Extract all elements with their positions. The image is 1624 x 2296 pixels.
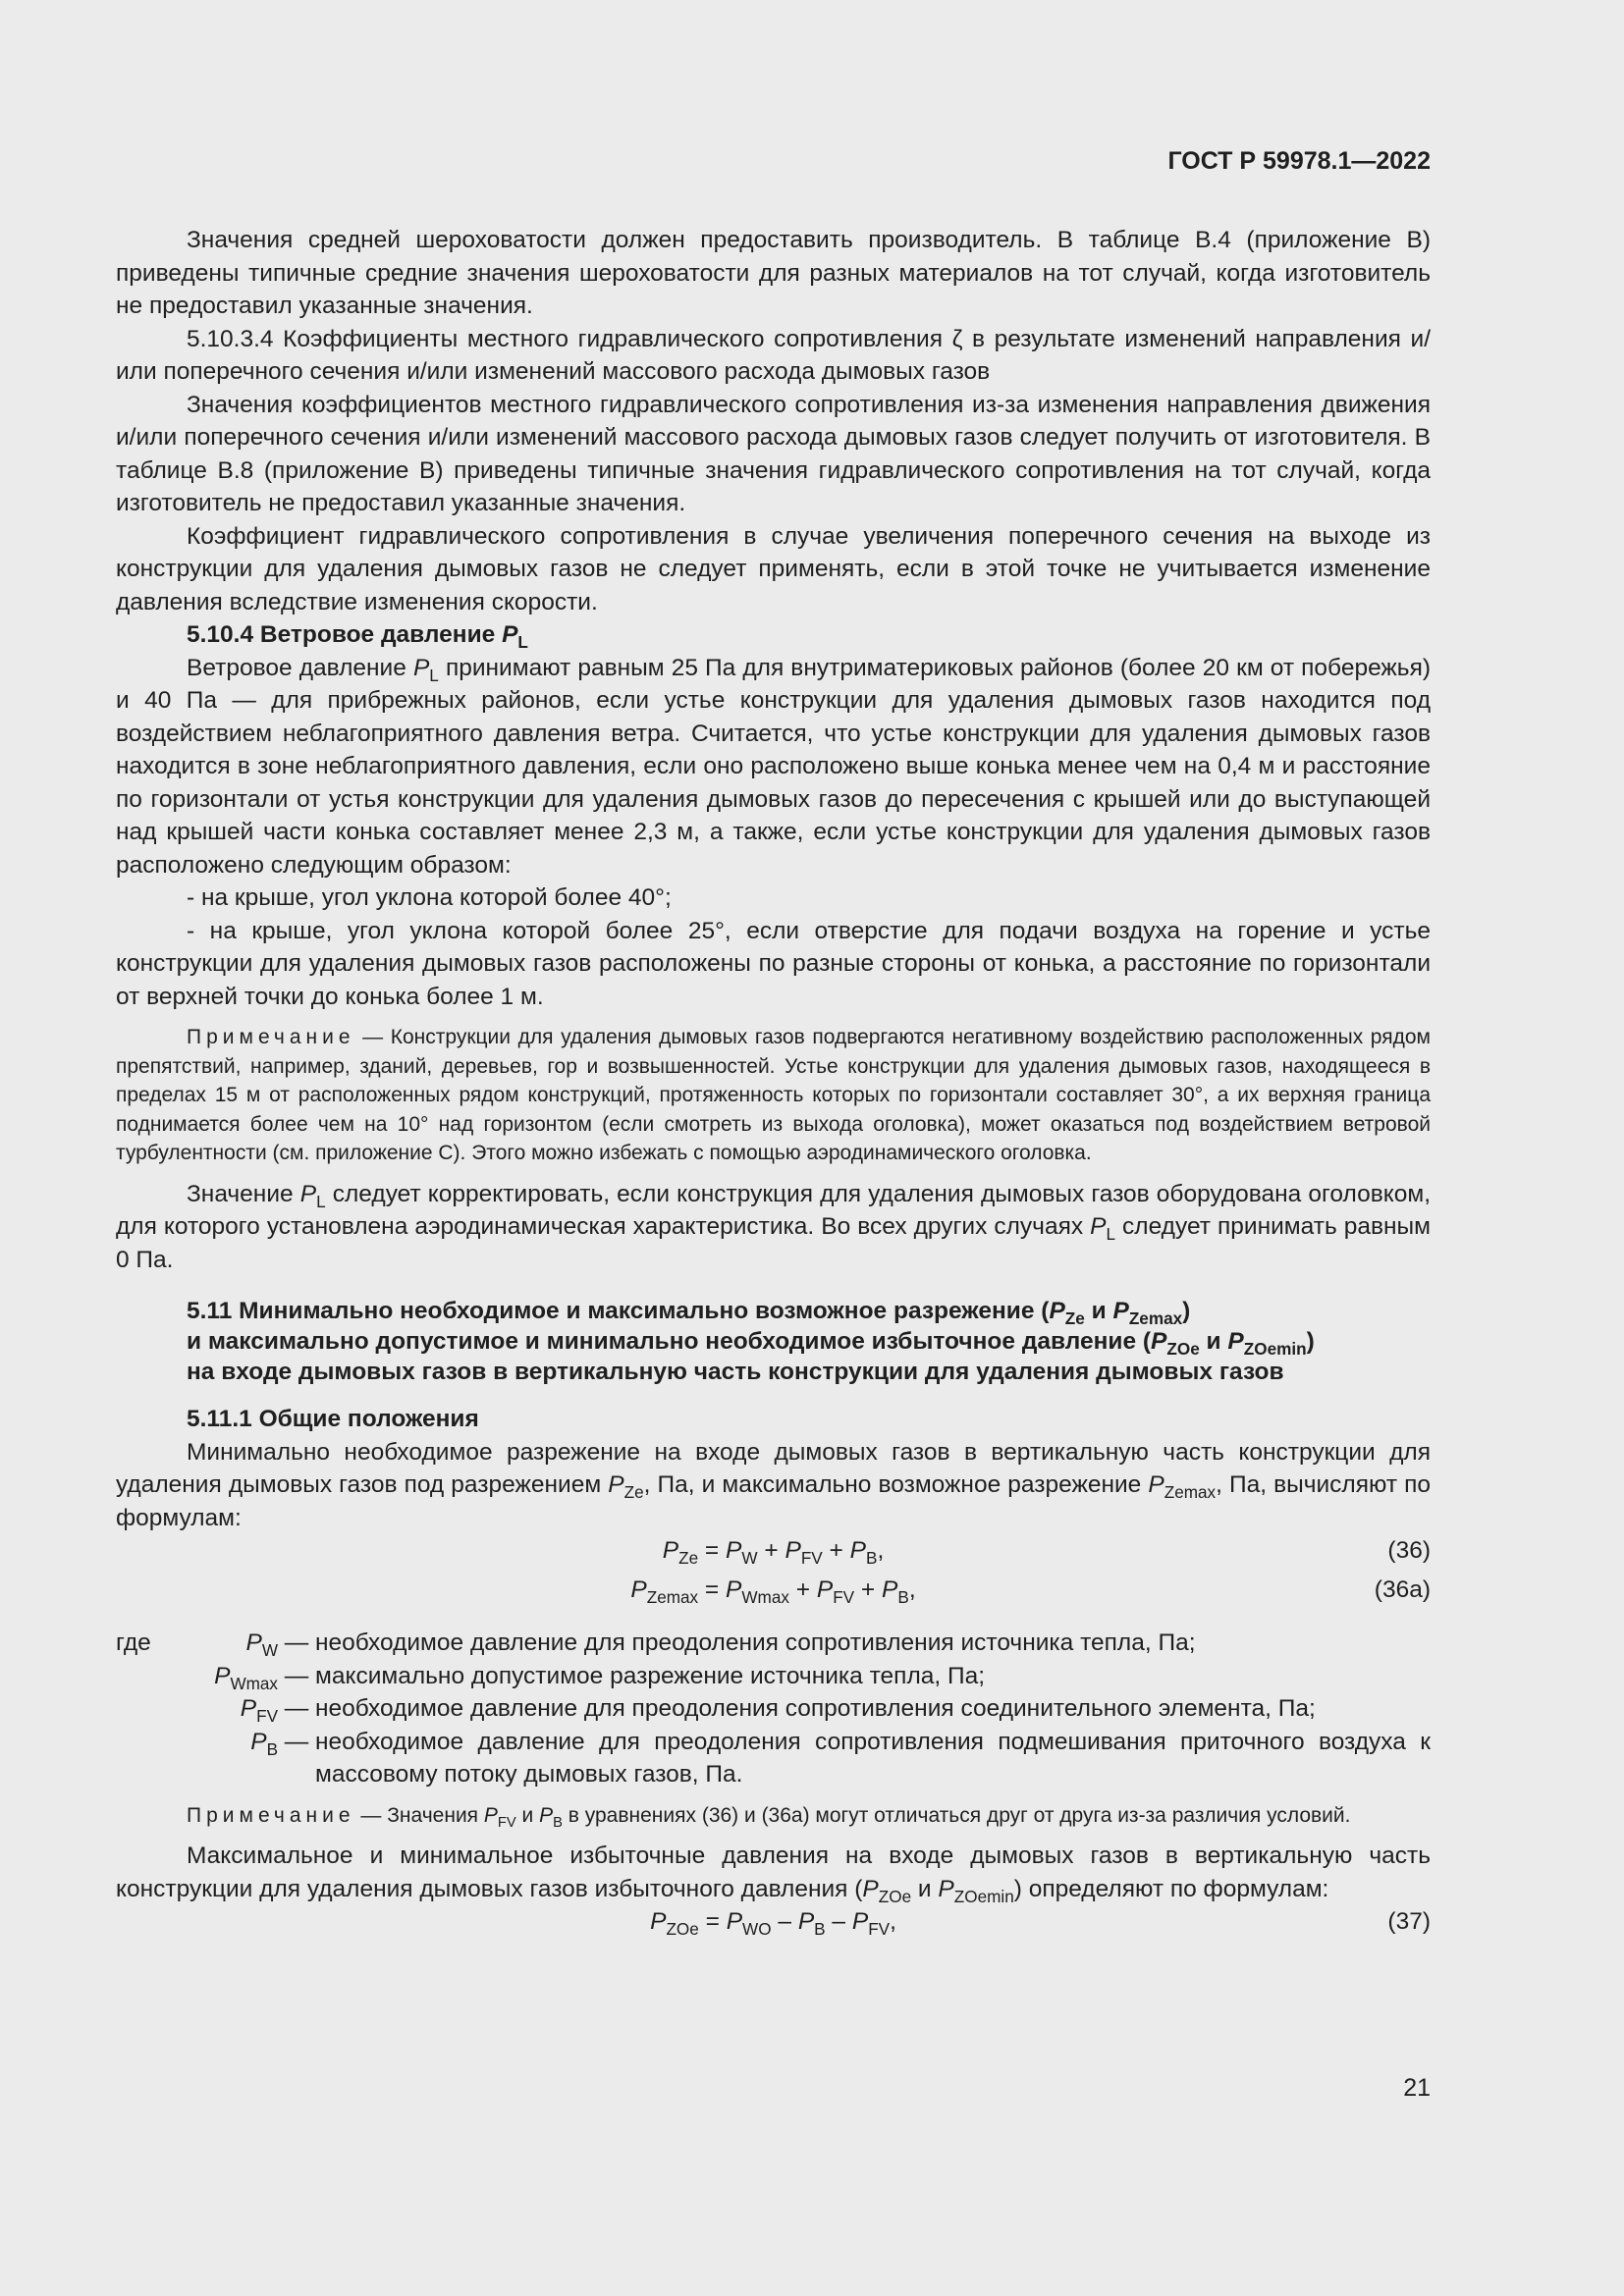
definition-pb: $P_B$ — необходимое давление для преодоления сопротивления подмешивания приточного воздуха к массовому потоку дымовых газов, Па. xyxy=(250,1728,1431,1788)
list-item-roof-40: - на крыше, угол уклона которой более 40°; xyxy=(187,884,672,911)
formula-36a-number: (36а) xyxy=(1374,1576,1431,1603)
note-wind-turbulence: Примечание — Конструкции для удаления дымовых газов подвергаются негативному воздействию расположенных рядом препятствий, например, зданий, деревьев, гор и возвышенностей. Устье конструкции для удаления дымовых газов, находящееся в пределах 15 м от расположенных рядом конструкций, протяженность которых по горизонтали составляет 30°, а их верхняя граница поднимается более чем на 10° над горизонтом (если смотреть из выхода оголовка), может оказаться под воздействием ветровой турбулентности (см. приложение С). Этого можно избежать с помощью аэродинамического оголовка. xyxy=(116,1026,1431,1164)
formula-36a xyxy=(116,1574,1431,1613)
document-header: ГОСТ Р 59978.1—2022 xyxy=(1167,147,1431,175)
formula-36 xyxy=(116,1534,1431,1574)
heading-5-10-4: 5.10.4 Ветровое давление $P_L$ xyxy=(187,621,528,652)
heading-5-11: 5.11 Минимально необходимое и максимально возможное разрежение ($P_{Ze}$ и $P_{Zemax}$) и максимально допустимое и минимально необходимое избыточное давление ($P_{ZOe}$ и $P_{ZOemin}$) на входе дымовых газов в вертикальную часть конструкции для удаления дымовых газов xyxy=(187,1298,1315,1385)
page-number: 21 xyxy=(1403,2074,1431,2102)
paragraph-resistance-values: Значения коэффициентов местного гидравлического сопротивления из-за изменения направления движения и/или поперечного сечения и/или изменений массового расхода дымовых газов следует получить от изготовителя. В таблице В.8 (приложение В) приведены типичные значения гидравлического сопротивления на тот случай, когда изготовитель не предоставил указанные значения. xyxy=(116,391,1431,516)
formula-36-number: (36) xyxy=(1387,1537,1431,1564)
paragraph-min-draught: Минимально необходимое разрежение на входе дымовых газов в вертикальную часть конструкции для удаления дымовых газов под разрежением $P_{Ze}$, Па, и максимально возможное разрежение $P_{Zemax}$, Па, вычисляют по формулам: xyxy=(116,1438,1432,1531)
note-equation-difference: Примечание — Значения $P_{FV}$ и $P_B$ в уравнениях (36) и (36а) могут отличаться друг от друга из-за различия условий. xyxy=(187,1803,1351,1831)
formula-37 xyxy=(116,1905,1431,1945)
formula-36a-expression: $P_{Zemax} = P_{Wmax} + P_{FV} + P_B$, xyxy=(630,1576,916,1607)
definition-pw: где $P_W$ — необходимое давление для преодоления сопротивления источника тепла, Па; xyxy=(116,1629,1196,1660)
paragraph-resistance-coefficient: Коэффициент гидравлического сопротивления в случае увеличения поперечного сечения на выходе из конструкции для удаления дымовых газов не следует применять, если в этой точке не учитывается изменение давления вследствие изменения скорости. xyxy=(116,522,1431,615)
symbol-definitions xyxy=(116,1627,1431,1791)
definition-pwmax: $P_{Wmax}$ — максимально допустимое разрежение источника тепла, Па; xyxy=(214,1662,986,1693)
paragraph-overpressure: Максимальное и минимальное избыточные давления на входе дымовых газов в вертикальную часть конструкции для удаления дымовых газов избыточного давления ($P_{ZOe}$ и $P_{ZOemin}$) определяют по формулам: xyxy=(116,1842,1431,1906)
formula-36-expression: $P_{Ze} = P_W + P_{FV} + P_B$, xyxy=(662,1537,885,1568)
page-body xyxy=(116,224,1431,1945)
formula-37-expression: $P_{ZOe} = P_{WO} - P_B - P_{FV}$, xyxy=(650,1908,896,1939)
list-item-roof-25: - на крыше, угол уклона которой более 25°, если отверстие для подачи воздуха на горение и устье конструкции для удаления дымовых газов расположены по разные стороны от конька, а расстояние по горизонтали от верхней точки до конька более 1 м. xyxy=(116,917,1431,1010)
clause-5-10-3-4: 5.10.3.4 Коэффициенты местного гидравлического сопротивления ζ в результате изменений направления и/или поперечного сечения и/или изменений массового расхода дымовых газов xyxy=(116,325,1431,385)
formula-37-number: (37) xyxy=(1387,1908,1431,1935)
heading-5-11-1: 5.11.1 Общие положения xyxy=(187,1406,479,1432)
paragraph-wind-pressure: Ветровое давление $P_L$ принимают равным 25 Па для внутриматериковых районов (более 20 км от побережья) и 40 Па — для прибрежных районов, если устье конструкции для удаления дымовых газов находится под воздействием неблагоприятного давления ветра. Считается, что устье конструкции для удаления дымовых газов находится в зоне неблагоприятного давления, если оно расположено выше конька менее чем на 0,4 м и расстояние по горизонтали от устья конструкции для удаления дымовых газов до пересечения с крышей или до выступающей над крышей части конька составляет менее 2,3 м, а также, если устье конструкции для удаления дымовых газов расположено следующим образом: xyxy=(116,654,1431,879)
paragraph-roughness: Значения средней шероховатости должен предоставить производитель. В таблице В.4 (приложение В) приведены типичные средние значения шероховатости для разных материалов на тот случай, когда изготовитель не предоставил указанные значения. xyxy=(116,227,1431,319)
definition-pfv: $P_{FV}$ — необходимое давление для преодоления сопротивления соединительного элемента, Па; xyxy=(240,1695,1316,1726)
paragraph-pl-correction: Значение $P_L$ следует корректировать, если конструкция для удаления дымовых газов оборудована оголовком, для которого установлена аэродинамическая характеристика. Во всех других случаях $P_L$ следует принимать равным 0 Па. xyxy=(116,1180,1432,1273)
